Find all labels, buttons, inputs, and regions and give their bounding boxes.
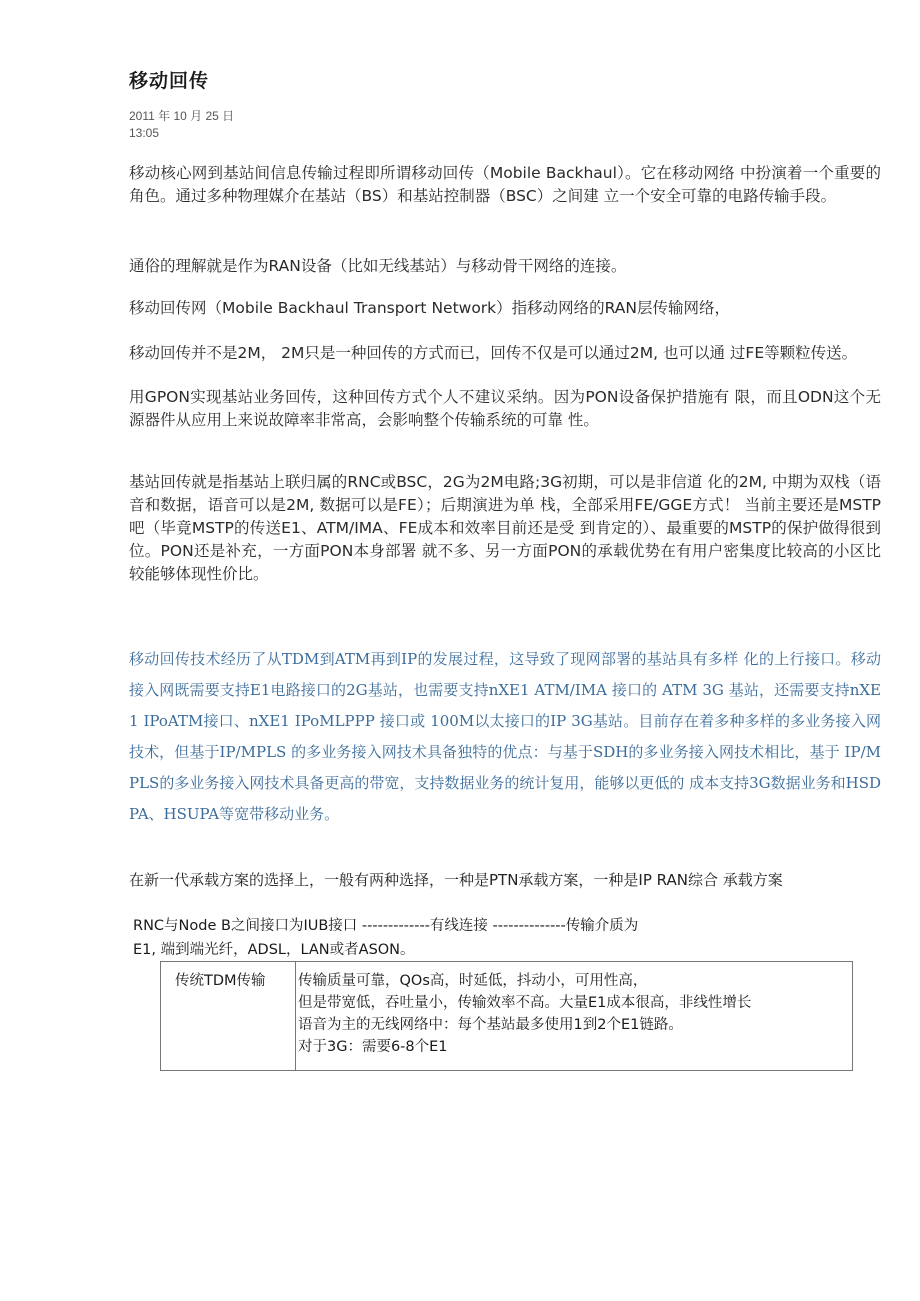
tdm-transport-table (160, 961, 853, 1071)
table-line: 语音为主的无线网络中：每个基站最多使用1到2个E1链路。 (298, 1017, 683, 1033)
paragraph-technology-evolution: 移动回传技术经历了从TDM到ATM再到IP的发展过程，这导致了现网部署的基站具有多样 化的上行接口。移动接入网既需要支持E1电路接口的2G基站，也需要支持nXE1 ATM/IMA 接口的 ATM 3G 基站，还需要支持nXE1 IPoATM接口、nXE1 IPoMLPPP 接口或 100M以太接口的IP 3G基站。目前存在着多种多样的多业务接入网技术，但基于IP/MPLS 的多业务接入网技术具备独特的优点：与基于SDH的多业务接入网技术相比，基于 IP/MPLS的多业务接入网技术具备更高的带宽，支持数据业务的统计复用，能够以更低的 成本支持3G数据业务和HSDPA、HSUPA等宽带移动业务。 (129, 650, 882, 823)
table-head-cell: 传统TDM传输 (161, 962, 296, 1071)
paragraph-bearer-choice: 在新一代承载方案的选择上，一般有两种选择，一种是PTN承载方案，一种是IP RAN综合 承载方案 (129, 871, 783, 889)
iub-interface-note (133, 914, 833, 962)
iub-line-2: E1, 端到端光纤，ADSL，LAN或者ASON。 (133, 942, 415, 958)
table-line: 传输质量可靠，QOs高，时延低，抖动小，可用性高， (298, 973, 648, 989)
note-timestamp (129, 108, 234, 142)
paragraph-base-station-backhaul: 基站回传就是指基站上联归属的RNC或BSC，2G为2M电路;3G初期，可以是非信道 化的2M, 中期为双栈（语音和数据，语音可以是2M, 数据可以是FE）；后期演进为单 栈，全部采用FE/GGE方式！ 当前主要还是MSTP吧（毕竟MSTP的传送E1、ATM/IMA、FE成本和效率目前还是受 到肯定的）、最重要的MSTP的保护做得很到位。PON还是补充，一方面PON本身部署 就不多、另一方面PON的承载优势在有用户密集度比较高的小区比较能够体现性价比。 (129, 473, 881, 583)
note-time: 13:05 (129, 126, 160, 140)
paragraph-2m-fe: 移动回传并不是2M， 2M只是一种回传的方式而已，回传不仅是可以通过2M, 也可以通 过FE等颗粒传送。 (129, 344, 858, 362)
paragraph-gpon: 用GPON实现基站业务回传，这种回传方式个人不建议采纳。因为PON设备保护措施有 限，而且ODN这个无源器件从应用上来说故障率非常高，会影响整个传输系统的可靠 性。 (129, 388, 881, 429)
note-date: 2011 年 10 月 25 日 (129, 109, 235, 123)
table-line: 对于3G：需要6-8个E1 (298, 1039, 448, 1055)
table-row (161, 962, 853, 1071)
paragraph-transport-network: 移动回传网（Mobile Backhaul Transport Network）指移动网络的RAN层传输网络， (129, 299, 730, 317)
table-line: 但是带宽低，吞吐量小，传输效率不高。大量E1成本很高，非线性增长 (298, 995, 752, 1011)
iub-line-1: RNC与Node B之间接口为IUB接口 -------------有线连接 --------------传输介质为 (133, 918, 639, 934)
page-title: 移动回传 (129, 70, 210, 92)
paragraph-definition: 移动核心网到基站间信息传输过程即所谓移动回传（Mobile Backhaul）。它在移动网络 中扮演着一个重要的角色。通过多种物理媒介在基站（BS）和基站控制器（BSC）之间建 立一个安全可靠的电路传输手段。 (129, 164, 881, 205)
table-body-cell (296, 962, 853, 1071)
paragraph-simple-explanation: 通俗的理解就是作为RAN设备（比如无线基站）与移动骨干网络的连接。 (129, 257, 627, 275)
